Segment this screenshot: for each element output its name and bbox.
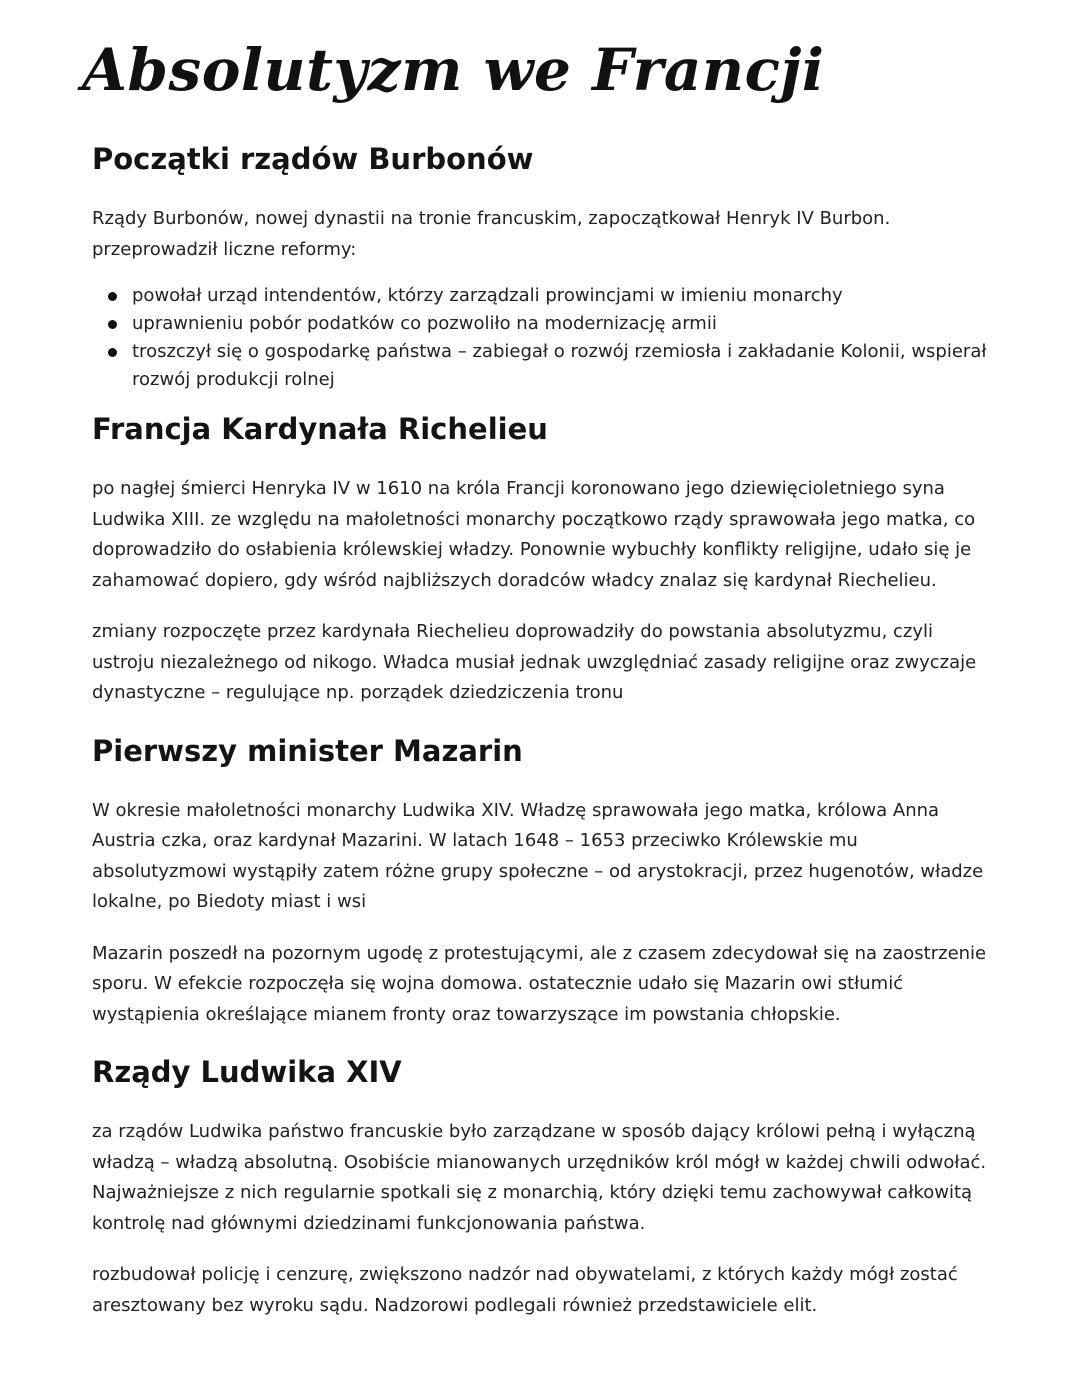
section-heading: Rządy Ludwika XIV bbox=[92, 1055, 402, 1089]
list-item-text: uprawnieniu pobór podatków co pozwoliło na modernizację armii bbox=[132, 313, 717, 334]
list-item bbox=[132, 282, 992, 310]
paragraph: za rządów Ludwika państwo francuskie było zarządzane w sposób dający królowi pełną i wyłączną władzą – władzą absolutną. Osobiście mianowanych urzędników król mógł w każdej chwili odwołać. Najważniejsze z nich regularnie spotkali się z monarchią, który dzięki temu zachowywał całkowitą kontrolę nad głównymi dziedzinami funkcjonowania państwa. bbox=[92, 1121, 987, 1234]
paragraph: Rządy Burbonów, nowej dynastii na tronie francuskim, zapoczątkował Henryk IV Burbon. przeprowadził liczne reformy: bbox=[92, 208, 891, 260]
bullet-icon bbox=[108, 348, 117, 357]
paragraph: zmiany rozpoczęte przez kardynała Riechelieu doprowadziły do powstania absolutyzmu, czyli ustroju niezależnego od nikogo. Władca musiał jednak uwzględniać zasady religijne oraz zwyczaje dynastyczne – regulujące np. porządek dziedziczenia tronu bbox=[92, 621, 977, 703]
section-heading: Początki rządów Burbonów bbox=[92, 142, 534, 176]
list-item bbox=[132, 338, 992, 394]
list-item bbox=[132, 310, 992, 338]
section-burbon-beginnings bbox=[92, 138, 992, 394]
paragraph: W okresie małoletności monarchy Ludwika XIV. Władzę sprawowała jego matka, królowa Anna Austria czka, oraz kardynał Mazarini. W latach 1648 – 1653 przeciwko Królewskie mu absolutyzmowi wystąpiły zatem różne grupy społeczne – od arystokracji, przez hugenotów, władze lokalne, po Biedoty miast i wsi bbox=[92, 799, 984, 912]
reform-list bbox=[92, 282, 992, 394]
section-heading: Pierwszy minister Mazarin bbox=[92, 733, 523, 768]
section-heading: Francja Kardynała Richelieu bbox=[92, 412, 548, 446]
section-louis-xiv bbox=[92, 1051, 992, 1321]
paragraph: Mazarin poszedł na pozornym ugodę z protestującymi, ale z czasem zdecydował się na zaostrzenie sporu. W efekcie rozpoczęła się wojna domowa. ostatecznie udało się Mazarin owi stłumić wystąpienia określające mianem fronty oraz towarzyszące im powstania chłopskie. bbox=[92, 942, 987, 1025]
bullet-icon bbox=[108, 320, 117, 329]
paragraph: po nagłej śmierci Henryka IV w 1610 na króla Francji koronowano jego dziewięcioletniego syna Ludwika XIII. ze względu na małoletności monarchy początkowo rządy sprawowała jego matka, co doprowadziło do osłabienia królewskiej władzy. Ponownie wybuchły konflikty religijne, udało się je zahamować dopiero, gdy wśród najbliższych doradców władcy znalaz się kardynał Riechelieu. bbox=[92, 478, 976, 591]
paragraph: rozbudował policję i cenzurę, zwiększono nadzór nad obywatelami, z których każdy mógł zostać aresztowany bez wyroku sądu. Nadzorowi podlegali również przedstawiciele elit. bbox=[92, 1264, 958, 1316]
document-body bbox=[92, 138, 992, 1342]
bullet-icon bbox=[108, 292, 117, 301]
section-mazarin bbox=[92, 730, 992, 1031]
page-title: Absolutyzm we Francji bbox=[82, 36, 825, 104]
section-richelieu bbox=[92, 408, 992, 709]
list-item-text: troszczył się o gospodarkę państwa – zabiegał o rozwój rzemiosła i zakładanie Kolonii, wspierał rozwój produkcji rolnej bbox=[132, 341, 987, 390]
list-item-text: powołał urząd intendentów, którzy zarządzali prowincjami w imieniu monarchy bbox=[132, 285, 843, 306]
